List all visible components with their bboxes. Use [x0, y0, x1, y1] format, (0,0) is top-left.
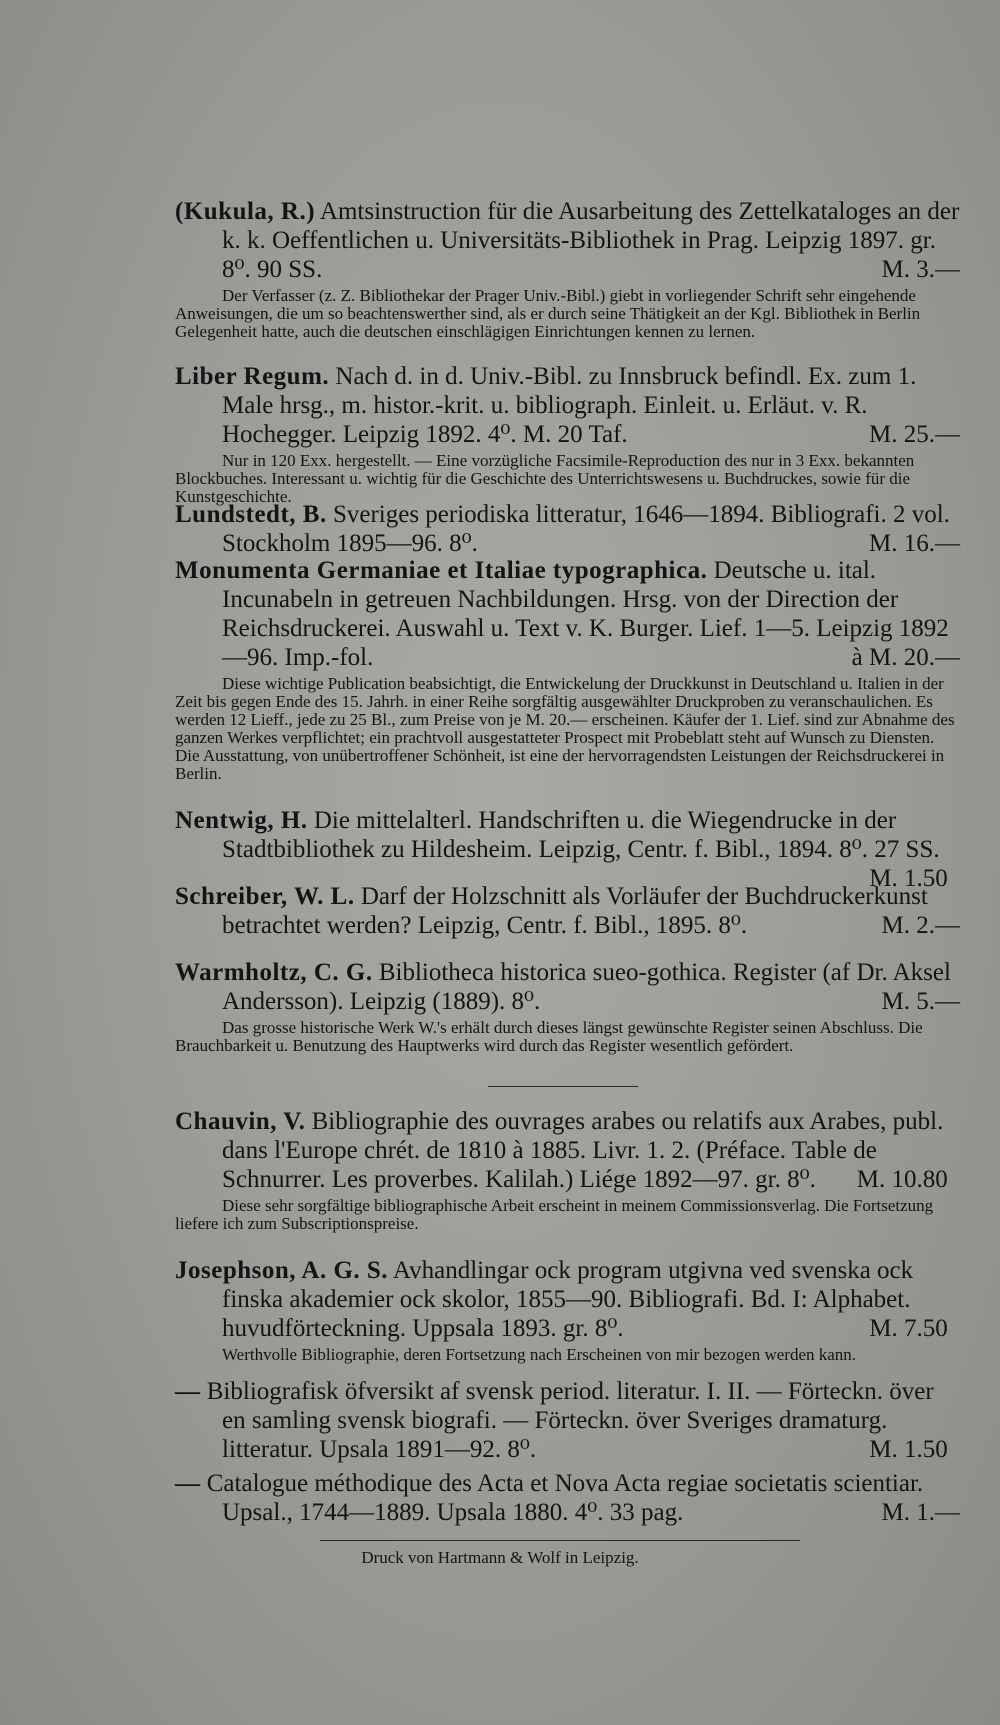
entry-text: Bibliografisk öfversikt af svensk period. literatur. I. II. — Förteckn. över en samling svensk biografi. — Förteckn. över Sveriges dramaturg. litteratur. Upsala 1891—92. 8⁰. [200, 1378, 934, 1463]
entry-price: M. 16.— [869, 530, 960, 557]
entry-note: Diese sehr sorgfältige bibliographische Arbeit erscheint in meinem Commissionsverlag. Die Fortsetzung liefere ich zum Subscriptionspreise. [175, 1196, 934, 1233]
entry-schreiber [175, 882, 960, 940]
section-divider [488, 1086, 638, 1087]
entry-text: Deutsche u. ital. Incunabeln in getreuen Nachbildungen. Hrsg. von der Direction der Reichsdruckerei. Auswahl u. Text v. K. Burger. Lief. 1—5. Leipzig 1892—96. Imp.-fol. [222, 557, 949, 671]
entry-price: M. 1.— [881, 1499, 960, 1526]
entry-price: à M. 20.— [851, 644, 960, 671]
entry-josephson-period [175, 1377, 960, 1464]
entry-note: Diese wichtige Publication beabsichtigt, die Entwickelung der Druckkunst in Deutschland u. Italien in der Zeit bis gegen Ende des 15. Jahrh. in einer Reihe sorgfältig ausgewählter Druckproben zu veranschaulichen. Es werden 12 Lieff., jede zu 25 Bl., zum Preise von je M. 20.— erscheinen. Käufer der 1. Lief. sind zur Abnahme des ganzen Werkes verpflichtet; ein prachtvoll ausgestatteter Prospect mit Probeblatt steht auf Wunsch zu Diensten. Die Ausstattung, von unübertroffener Schönheit, ist eine der hervorragendsten Leistungen der Reichsdruckerei in Berlin. [175, 674, 955, 783]
entry-kukula [175, 197, 960, 341]
entry-author: Josephson, A. G. S. [175, 1257, 389, 1284]
entry-liber-regum [175, 362, 960, 506]
entry-author: — [175, 1470, 201, 1497]
entry-price: M. 7.50 [869, 1315, 948, 1342]
entry-note: Nur in 120 Exx. hergestellt. — Eine vorzügliche Facsimile-Reproduction des nur in 3 Exx. bekannten Blockbuches. Interessant u. wichtig für die Geschichte des Unterrichtswesens u. Buchdruckes, sowie für die Kunstgeschichte. [175, 451, 915, 506]
entry-warmholtz [175, 958, 960, 1055]
entry-price: M. 1.50 [869, 865, 948, 892]
entry-price: M. 2.— [881, 912, 960, 939]
entry-author: Monumenta Germaniae et Italiae typographica. [175, 557, 708, 584]
entry-price: M. 10.80 [856, 1166, 948, 1193]
entry-note: Das grosse historische Werk W.'s erhält durch dieses längst gewünschte Register seinen Abschluss. Die Brauchbarkeit u. Benutzung des Hauptwerks wird durch das Register wesentlich gefördert. [175, 1018, 923, 1055]
footer-divider [320, 1540, 800, 1541]
entry-author: — [175, 1378, 201, 1405]
entry-note: Werthvolle Bibliographie, deren Fortsetzung nach Erscheinen von mir bezogen werden kann. [222, 1345, 857, 1364]
entry-text: Die mittelalterl. Handschriften u. die Wiegendrucke in der Stadtbibliothek zu Hildesheim. Leipzig, Centr. f. Bibl., 1894. 8⁰. 27 SS. [222, 807, 940, 863]
entry-text: Darf der Holzschnitt als Vorläufer der Buchdruckerkunst betrachtet werden? Leipzig, Centr. f. Bibl., 1895. 8⁰. [222, 883, 928, 939]
entry-author: Lundstedt, B. [175, 501, 327, 528]
entry-chauvin [175, 1107, 960, 1233]
entry-nentwig [175, 806, 960, 893]
entry-author: Schreiber, W. L. [175, 883, 355, 910]
entry-lundstedt [175, 500, 960, 558]
entry-author: Chauvin, V. [175, 1108, 306, 1135]
entry-josephson [175, 1256, 960, 1364]
entry-price: M. 25.— [869, 421, 960, 448]
entry-price: M. 3.— [881, 256, 960, 283]
entry-text: Sveriges periodiska litteratur, 1646—1894. Bibliografi. 2 vol. Stockholm 1895—96. 8⁰. [222, 501, 950, 557]
entry-text: Bibliotheca historica sueo-gothica. Register (af Dr. Aksel Andersson). Leipzig (1889). 8⁰. [222, 959, 951, 1015]
entry-price: M. 1.50 [869, 1436, 948, 1463]
entry-text: Catalogue méthodique des Acta et Nova Acta regiae societatis scientiar. Upsal., 1744—1889. Upsala 1880. 4⁰. 33 pag. [200, 1470, 924, 1526]
entry-josephson-catalogue [175, 1469, 960, 1527]
entry-text: Nach d. in d. Univ.-Bibl. zu Innsbruck befindl. Ex. zum 1. Male hrsg., m. histor.-krit. u. bibliograph. Einleit. u. Erläut. v. R. Hochegger. Leipzig 1892. 4⁰. M. 20 Taf. [222, 363, 917, 448]
entry-author: Warmholtz, C. G. [175, 959, 373, 986]
entry-text: Bibliographie des ouvrages arabes ou relatifs aux Arabes, publ. dans l'Europe chrét. de 1810 à 1885. Livr. 1. 2. (Préface. Table de Schnurrer. Les proverbes. Kalilah.) Liége 1892—97. gr. 8⁰. [222, 1108, 944, 1193]
entry-text: Avhandlingar ock program utgivna ved svenska ock finska akademier ock skolor, 1855—90. Bibliografi. Bd. I: Alphabet. huvudförteckning. Uppsala 1893. gr. 8⁰. [222, 1257, 914, 1342]
entry-note: Der Verfasser (z. Z. Bibliothekar der Prager Univ.-Bibl.) giebt in vorliegender Schrift sehr eingehende Anweisungen, die um so beachtenswerther sind, als er durch seine Thätigkeit an der Kgl. Bibliothek in Berlin Gelegenheit hatte, auch die deutschen einschlägigen Einrichtungen kennen zu lernen. [175, 286, 921, 341]
printer-imprint: Druck von Hartmann & Wolf in Leipzig. [361, 1548, 639, 1567]
entry-author: Nentwig, H. [175, 807, 308, 834]
entry-author: Liber Regum. [175, 363, 330, 390]
entry-author: (Kukula, R.) [175, 198, 316, 225]
entry-price: M. 5.— [881, 988, 960, 1015]
entry-monumenta [175, 556, 960, 783]
entry-text: Amtsinstruction für die Ausarbeitung des Zettelkataloges an der k. k. Oeffentlichen u. Universitäts-Bibliothek in Prag. Leipzig 1897. gr. 8⁰. 90 SS. [222, 198, 960, 283]
